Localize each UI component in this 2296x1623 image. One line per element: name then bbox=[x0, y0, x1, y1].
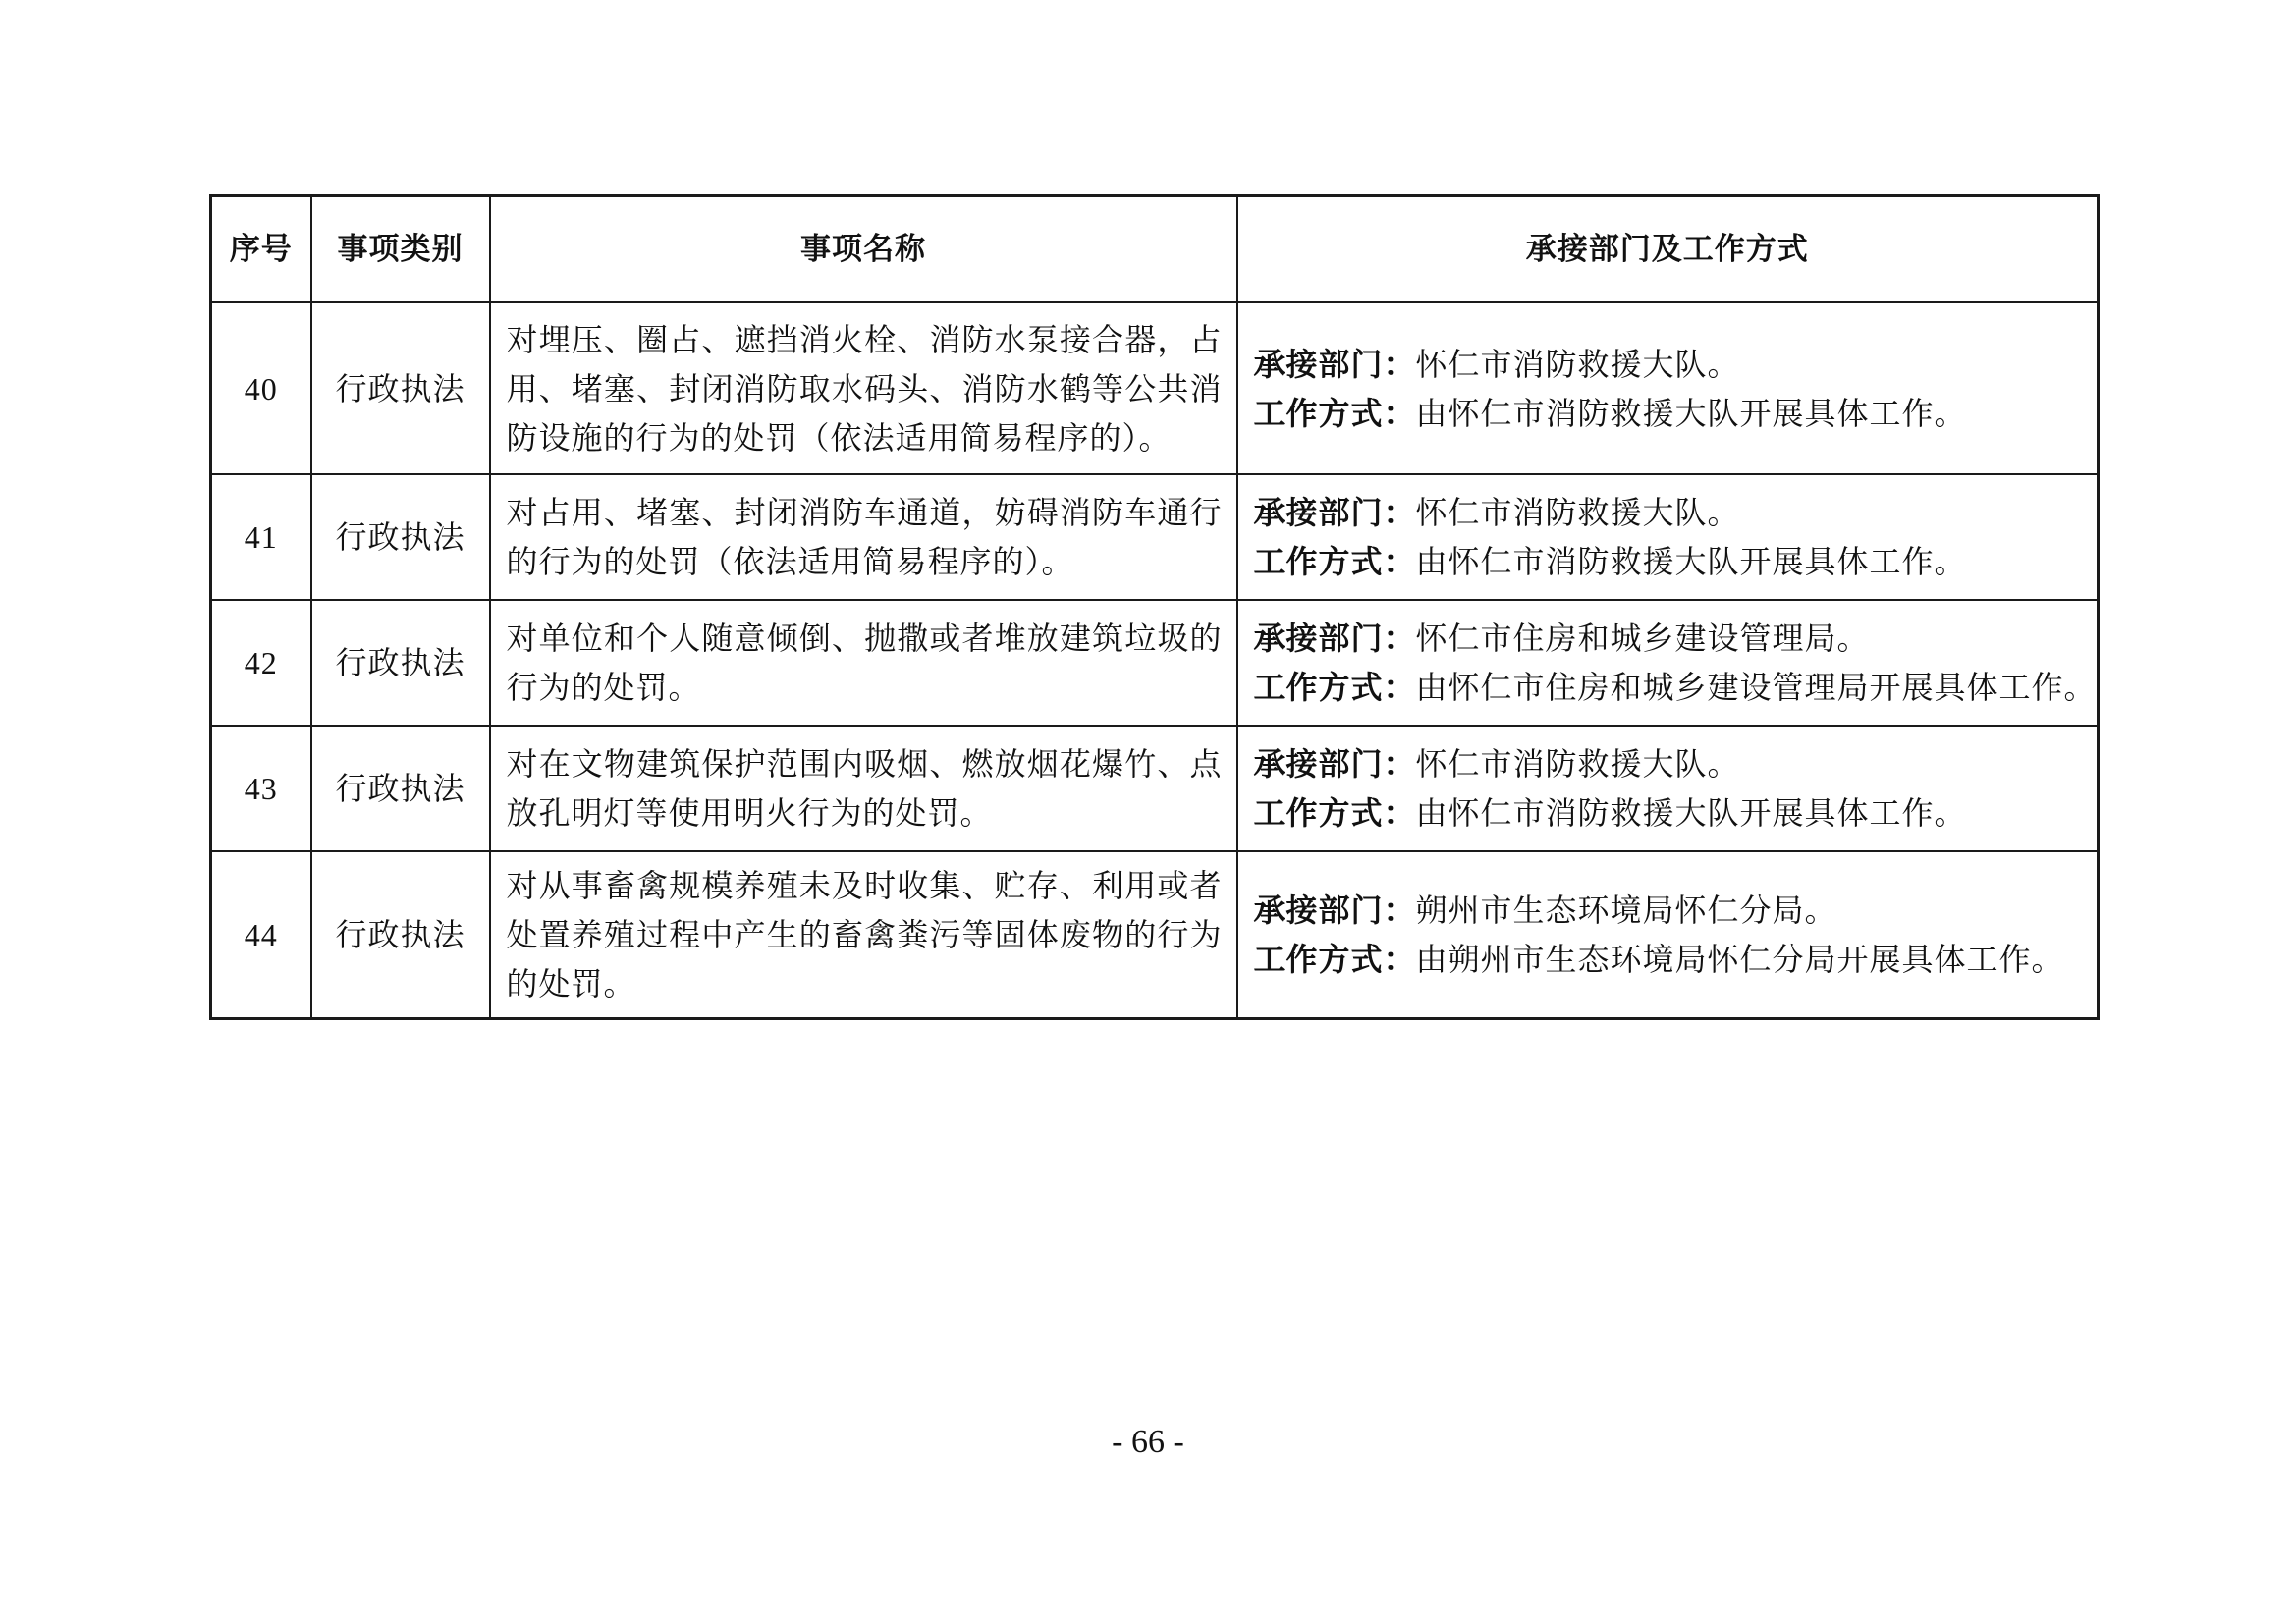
method-label: 工作方式： bbox=[1253, 394, 1416, 432]
table-row bbox=[211, 600, 2099, 726]
row-category: 行政执法 bbox=[311, 474, 490, 600]
department-value: 怀仁市消防救援大队。 bbox=[1415, 494, 1740, 531]
row-number: 43 bbox=[211, 726, 311, 851]
row-number: 44 bbox=[211, 851, 311, 1018]
row-category: 行政执法 bbox=[311, 851, 490, 1018]
department-value: 怀仁市消防救援大队。 bbox=[1415, 345, 1740, 383]
department-label: 承接部门： bbox=[1253, 345, 1416, 383]
header-matter-name: 事项名称 bbox=[490, 196, 1237, 303]
row-number: 42 bbox=[211, 600, 311, 726]
department-value: 怀仁市消防救援大队。 bbox=[1415, 745, 1740, 783]
row-matter-name: 对从事畜禽规模养殖未及时收集、贮存、利用或者处置养殖过程中产生的畜禽粪污等固体废物的行为的处罚。 bbox=[490, 851, 1237, 1018]
header-category: 事项类别 bbox=[311, 196, 490, 303]
department-label: 承接部门： bbox=[1253, 891, 1416, 929]
row-number: 41 bbox=[211, 474, 311, 600]
row-matter-name: 对单位和个人随意倾倒、抛撒或者堆放建筑垃圾的行为的处罚。 bbox=[490, 600, 1237, 726]
row-matter-name: 对埋压、圈占、遮挡消火栓、消防水泵接合器，占用、堵塞、封闭消防取水码头、消防水鹤等公共消防设施的行为的处罚（依法适用简易程序的）。 bbox=[490, 302, 1237, 474]
method-value: 由怀仁市消防救援大队开展具体工作。 bbox=[1415, 543, 1967, 580]
row-department-method bbox=[1237, 600, 2099, 726]
table-row bbox=[211, 474, 2099, 600]
row-category: 行政执法 bbox=[311, 726, 490, 851]
department-label: 承接部门： bbox=[1253, 620, 1416, 657]
department-label: 承接部门： bbox=[1253, 494, 1416, 531]
row-department-method bbox=[1237, 851, 2099, 1018]
row-number: 40 bbox=[211, 302, 311, 474]
row-matter-name: 对在文物建筑保护范围内吸烟、燃放烟花爆竹、点放孔明灯等使用明火行为的处罚。 bbox=[490, 726, 1237, 851]
method-label: 工作方式： bbox=[1253, 669, 1416, 706]
row-department-method bbox=[1237, 726, 2099, 851]
method-label: 工作方式： bbox=[1253, 940, 1416, 978]
row-category: 行政执法 bbox=[311, 600, 490, 726]
header-serial-number: 序号 bbox=[211, 196, 311, 303]
table-row bbox=[211, 302, 2099, 474]
header-department-method: 承接部门及工作方式 bbox=[1237, 196, 2099, 303]
department-value: 朔州市生态环境局怀仁分局。 bbox=[1415, 891, 1837, 929]
table-row bbox=[211, 726, 2099, 851]
method-value: 由朔州市生态环境局怀仁分局开展具体工作。 bbox=[1415, 940, 2064, 978]
method-label: 工作方式： bbox=[1253, 794, 1416, 832]
department-value: 怀仁市住房和城乡建设管理局。 bbox=[1415, 620, 1870, 657]
matters-table bbox=[209, 194, 2100, 1020]
row-department-method bbox=[1237, 474, 2099, 600]
table-header-row bbox=[211, 196, 2099, 303]
method-value: 由怀仁市消防救援大队开展具体工作。 bbox=[1415, 794, 1967, 832]
row-category: 行政执法 bbox=[311, 302, 490, 474]
method-value: 由怀仁市住房和城乡建设管理局开展具体工作。 bbox=[1415, 669, 2097, 706]
method-value: 由怀仁市消防救援大队开展具体工作。 bbox=[1415, 394, 1967, 432]
page-number: - 66 - bbox=[1112, 1424, 1184, 1460]
department-label: 承接部门： bbox=[1253, 745, 1416, 783]
row-department-method bbox=[1237, 302, 2099, 474]
method-label: 工作方式： bbox=[1253, 543, 1416, 580]
table-row bbox=[211, 851, 2099, 1018]
row-matter-name: 对占用、堵塞、封闭消防车通道，妨碍消防车通行的行为的处罚（依法适用简易程序的）。 bbox=[490, 474, 1237, 600]
